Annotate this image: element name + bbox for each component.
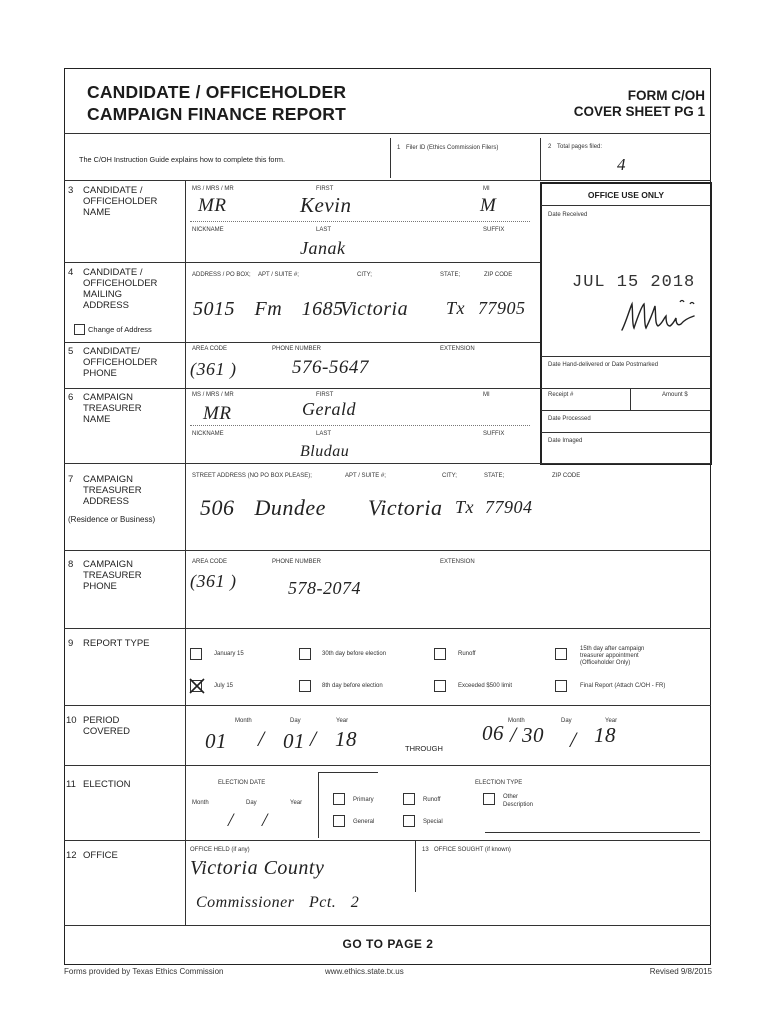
divider [415, 840, 416, 892]
section-label-line: PHONE [83, 368, 117, 379]
divider [190, 221, 530, 222]
general-label: General [353, 819, 375, 825]
divider [64, 180, 711, 181]
report-type-option-label: Final Report (Attach C/OH - FR) [580, 683, 666, 689]
treasurer-area-code-value: (361 ) [190, 571, 237, 591]
filer-id-number: 1 [397, 145, 401, 151]
footer-url: www.ethics.state.tx.us [325, 967, 404, 976]
report-type-checkbox [299, 648, 311, 660]
to-year-label: Year [605, 718, 618, 724]
treasurer-nickname-label: NICKNAME [192, 431, 224, 437]
label-column-divider [185, 180, 186, 925]
treasurer-suffix-label: SUFFIX [483, 431, 505, 437]
divider [64, 550, 711, 551]
form-id: FORM C/OH [627, 88, 705, 103]
treasurer-street-value: 506 Dundee [200, 495, 326, 520]
section-5-label [83, 346, 157, 379]
divider [64, 925, 711, 926]
mailing-zip-value: 77905 [478, 298, 526, 318]
section-label-line: TREASURER [83, 485, 142, 496]
section-7-note: (Residence or Business) [68, 515, 156, 524]
candidate-last-label: LAST [316, 227, 332, 233]
election-month-label: Month [192, 800, 209, 806]
section-label-line: PHONE [83, 581, 117, 592]
date-separator: / [228, 810, 234, 831]
mailing-city-label: CITY; [357, 272, 372, 278]
receipt-label: Receipt # [548, 392, 574, 398]
section-label-line: MAILING [83, 289, 123, 300]
mailing-address-label: ADDRESS / PO BOX; [192, 272, 251, 278]
from-day-value: 01 [283, 729, 305, 753]
instruction-text: The C/OH Instruction Guide explains how to complete this form. [79, 155, 286, 164]
special-label: Special [423, 819, 443, 825]
divider [540, 138, 541, 180]
form-title-line2: CAMPAIGN FINANCE REPORT [87, 104, 346, 124]
divider [541, 410, 710, 411]
date-processed-label: Date Processed [548, 416, 591, 422]
section-label-line: CANDIDATE / [83, 185, 143, 196]
section-label-line: NAME [83, 207, 111, 218]
candidate-mi-label: MI [483, 186, 490, 192]
section-label-line: CAMPAIGN [83, 559, 133, 570]
treasurer-mi-label: MI [483, 392, 490, 398]
to-month-value: 06 [482, 721, 504, 745]
treasurer-title-value: MR [203, 403, 232, 424]
date-received-stamp: JUL 15 2018 [572, 273, 696, 292]
report-type-checkbox [190, 648, 202, 660]
election-year-label: Year [290, 800, 303, 806]
to-day-value: 30 [522, 723, 544, 747]
candidate-mi-value: M [480, 195, 497, 216]
section-11-number: 11 [66, 779, 76, 790]
date-separator: / [570, 727, 577, 752]
through-label: THROUGH [405, 744, 443, 753]
section-12-label: OFFICE [83, 850, 118, 861]
section-label-line: TREASURER [83, 403, 142, 414]
report-type-checkbox [434, 680, 446, 692]
election-type-label: ELECTION TYPE [475, 780, 523, 786]
total-pages-label: Total pages filed: [557, 144, 603, 150]
report-type-checkbox [299, 680, 311, 692]
section-label-line: CAMPAIGN [83, 474, 133, 485]
footer-revised: Revised 9/8/2015 [649, 967, 712, 976]
special-checkbox [403, 815, 415, 827]
form-title-line1: CANDIDATE / OFFICEHOLDER [87, 82, 347, 102]
section-label-line: ADDRESS [83, 496, 129, 507]
report-type-option-label: 8th day before election [322, 683, 383, 689]
change-of-address-label: Change of Address [88, 325, 152, 334]
candidate-title-value: MR [198, 195, 227, 216]
section-label-line: OFFICEHOLDER [83, 278, 158, 289]
from-day-label: Day [290, 718, 301, 724]
treasurer-last-value: Bludau [300, 443, 350, 460]
office-use-title: OFFICE USE ONLY [587, 190, 665, 200]
treasurer-title-label: MS / MRS / MR [192, 392, 234, 398]
from-year-value: 18 [335, 727, 357, 751]
candidate-phone-label: PHONE NUMBER [272, 346, 322, 352]
date-separator: / [262, 810, 268, 831]
general-checkbox [333, 815, 345, 827]
candidate-suffix-label: SUFFIX [483, 227, 505, 233]
report-type-option-label: Exceeded $500 limit [458, 683, 513, 689]
divider [541, 432, 710, 433]
section-5-number: 5 [68, 346, 74, 357]
treasurer-state-label: STATE; [484, 473, 505, 479]
date-imaged-label: Date Imaged [548, 438, 583, 444]
section-3-number: 3 [68, 185, 74, 196]
treasurer-phone-label: PHONE NUMBER [272, 559, 322, 565]
divider [190, 425, 530, 426]
section-8-label [83, 559, 142, 592]
section-6-number: 6 [68, 392, 74, 403]
candidate-nickname-label: NICKNAME [192, 227, 224, 233]
treasurer-street-label: STREET ADDRESS (NO PO BOX PLEASE); [192, 473, 312, 479]
report-type-option-label: 30th day before election [322, 651, 387, 657]
divider [64, 463, 711, 464]
amount-label: Amount $ [662, 392, 688, 398]
section-10-label [83, 715, 130, 737]
divider [64, 133, 711, 134]
election-date-label: ELECTION DATE [218, 780, 266, 786]
mailing-state-label: STATE; [440, 272, 461, 278]
mailing-zip-label: ZIP CODE [484, 272, 513, 278]
candidate-extension-label: EXTENSION [440, 346, 475, 352]
section-7-number: 7 [68, 474, 74, 485]
total-pages-value: 4 [617, 155, 626, 174]
divider [64, 342, 540, 343]
election-day-label: Day [246, 800, 257, 806]
divider [64, 388, 540, 389]
other-label: Other [503, 794, 519, 800]
divider [318, 772, 319, 838]
date-separator: / [258, 726, 265, 751]
to-month-label: Month [508, 718, 525, 724]
option-label-line: treasurer appointment [580, 653, 639, 659]
total-pages-number: 2 [548, 144, 552, 150]
from-year-label: Year [336, 718, 349, 724]
divider [64, 765, 711, 766]
candidate-phone-value: 576-5647 [292, 357, 369, 378]
treasurer-last-label: LAST [316, 431, 332, 437]
candidate-area-code-label: AREA CODE [192, 346, 228, 352]
divider [630, 388, 631, 410]
treasurer-apt-label: APT / SUITE #; [345, 473, 386, 479]
divider [390, 138, 391, 178]
option-label-line: (Officeholder Only) [580, 660, 631, 666]
report-type-option-label [580, 646, 644, 667]
runoff-label: Runoff [423, 797, 441, 803]
report-type-option-label: July 15 [214, 683, 234, 689]
section-label-line: OFFICEHOLDER [83, 196, 158, 207]
option-label-line: 15th day after campaign [580, 646, 645, 652]
divider [318, 772, 378, 773]
office-sought-label: OFFICE SOUGHT (if known) [434, 847, 511, 853]
runoff-checkbox [403, 793, 415, 805]
divider [541, 388, 710, 389]
report-type-option-label: Runoff [458, 651, 476, 657]
section-label-line: CAMPAIGN [83, 392, 133, 403]
office-held-value-line1: Victoria County [190, 857, 325, 879]
section-label-line: TREASURER [83, 570, 142, 581]
divider [541, 205, 710, 206]
treasurer-extension-label: EXTENSION [440, 559, 475, 565]
description-label: Description [503, 802, 534, 808]
divider [64, 840, 711, 841]
primary-label: Primary [353, 797, 374, 803]
divider [64, 705, 711, 706]
section-label-line: COVERED [83, 726, 130, 737]
treasurer-state-value: Tx [455, 497, 474, 517]
report-type-checkbox [434, 648, 446, 660]
date-separator: / [510, 722, 517, 747]
change-of-address-checkbox [74, 324, 85, 335]
section-9-label: REPORT TYPE [83, 638, 150, 649]
other-checkbox [483, 793, 495, 805]
mailing-state-value: Tx [446, 298, 465, 318]
mailing-address-value: 5015 Fm 1685 [193, 298, 344, 320]
treasurer-zip-value: 77904 [485, 497, 533, 517]
section-7-label [83, 474, 142, 507]
primary-checkbox [333, 793, 345, 805]
section-label-line: PERIOD [83, 715, 120, 726]
to-year-value: 18 [594, 723, 616, 747]
report-type-checkbox [555, 648, 567, 660]
treasurer-city-value: Victoria [368, 495, 443, 520]
report-type-checkbox [190, 680, 202, 692]
treasurer-first-label: FIRST [316, 392, 334, 398]
candidate-first-label: FIRST [316, 186, 334, 192]
treasurer-zip-label: ZIP CODE [552, 473, 581, 479]
signature [618, 294, 706, 340]
section-9-number: 9 [68, 638, 74, 649]
report-type-option-label: January 15 [214, 651, 244, 657]
mailing-apt-label: APT / SUITE #; [258, 272, 299, 278]
divider [64, 628, 711, 629]
to-day-label: Day [561, 718, 572, 724]
from-month-value: 01 [205, 729, 227, 753]
candidate-last-value: Janak [300, 238, 346, 258]
candidate-area-code-value: (361 ) [190, 359, 237, 379]
candidate-first-value: Kevin [300, 193, 352, 217]
treasurer-first-value: Gerald [302, 399, 356, 419]
treasurer-area-code-label: AREA CODE [192, 559, 228, 565]
section-label-line: NAME [83, 414, 111, 425]
candidate-title-label: MS / MRS / MR [192, 186, 234, 192]
section-4-number: 4 [68, 267, 74, 278]
section-10-number: 10 [66, 715, 77, 726]
mailing-city-value: Victoria [340, 298, 409, 320]
treasurer-phone-value: 578-2074 [288, 578, 361, 598]
office-held-label: OFFICE HELD (if any) [190, 847, 250, 853]
office-sought-number: 13 [422, 847, 429, 853]
description-line [485, 832, 700, 833]
form-page-label: COVER SHEET PG 1 [573, 104, 705, 119]
section-8-number: 8 [68, 559, 74, 570]
divider [541, 356, 710, 357]
section-label-line: OFFICEHOLDER [83, 357, 158, 368]
treasurer-city-label: CITY; [442, 473, 457, 479]
section-6-label [83, 392, 142, 425]
section-label-line: CANDIDATE/ [83, 346, 140, 357]
from-month-label: Month [235, 718, 252, 724]
date-received-label: Date Received [548, 212, 588, 218]
footer-provider: Forms provided by Texas Ethics Commission [64, 967, 224, 976]
date-separator: / [310, 726, 317, 751]
divider [64, 262, 540, 263]
section-label-line: ADDRESS [83, 300, 129, 311]
go-to-page-2: GO TO PAGE 2 [342, 937, 434, 951]
section-4-label [83, 267, 157, 311]
section-11-label: ELECTION [83, 779, 131, 790]
office-held-value-line2: Commissioner Pct. 2 [196, 894, 360, 911]
section-12-number: 12 [66, 850, 77, 861]
section-label-line: CANDIDATE / [83, 267, 143, 278]
date-hand-delivered-label: Date Hand-delivered or Date Postmarked [548, 362, 659, 368]
section-3-label [83, 185, 157, 218]
report-type-checkbox [555, 680, 567, 692]
filer-id-label: Filer ID (Ethics Commission Filers) [406, 145, 499, 151]
